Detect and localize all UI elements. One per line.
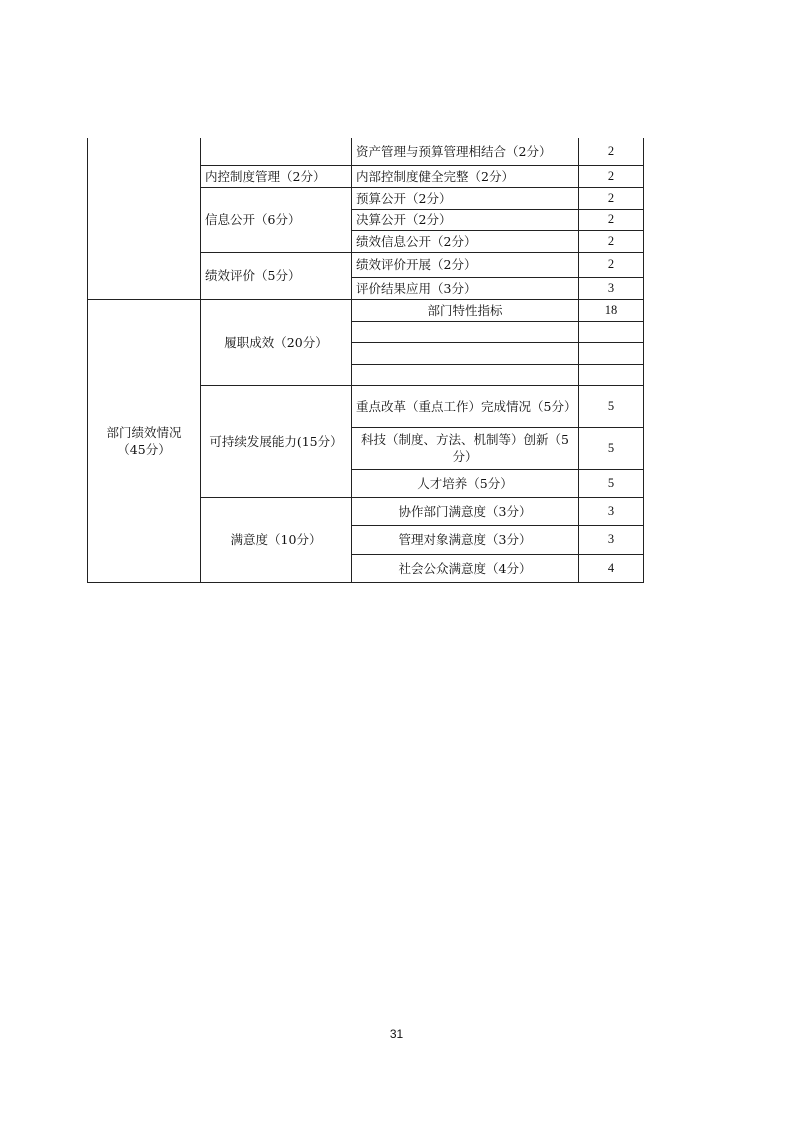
score-cell: 2 <box>579 230 644 252</box>
indicator-cell: 管理对象满意度（3分） <box>352 525 579 554</box>
indicator-cell-empty <box>352 342 579 364</box>
score-cell: 4 <box>579 554 644 582</box>
category-cell-continued <box>88 138 201 299</box>
score-cell: 2 <box>579 187 644 209</box>
indicator-cell: 绩效评价开展（2分） <box>352 252 579 277</box>
indicator-cell: 人才培养（5分） <box>352 469 579 497</box>
subcategory-cell-continued <box>201 138 352 165</box>
subcategory-cell: 满意度（10分） <box>201 497 352 582</box>
page-number: 31 <box>389 1027 404 1041</box>
indicator-cell: 部门特性指标 <box>352 299 579 321</box>
score-cell: 18 <box>579 299 644 321</box>
score-cell-empty <box>579 342 644 364</box>
indicator-cell: 协作部门满意度（3分） <box>352 497 579 525</box>
table-row <box>88 138 644 165</box>
evaluation-table <box>87 138 644 583</box>
table-row <box>88 299 644 321</box>
indicator-cell: 重点改革（重点工作）完成情况（5分） <box>352 385 579 427</box>
score-cell: 2 <box>579 165 644 187</box>
score-cell: 3 <box>579 497 644 525</box>
indicator-cell: 绩效信息公开（2分） <box>352 230 579 252</box>
indicator-cell: 内部控制度健全完整（2分） <box>352 165 579 187</box>
indicator-cell: 决算公开（2分） <box>352 209 579 230</box>
indicator-cell: 资产管理与预算管理相结合（2分） <box>352 138 579 165</box>
indicator-cell: 预算公开（2分） <box>352 187 579 209</box>
score-cell-empty <box>579 321 644 342</box>
indicator-cell-empty <box>352 321 579 342</box>
subcategory-cell: 可持续发展能力(15分） <box>201 385 352 497</box>
subcategory-cell: 履职成效（20分） <box>201 299 352 385</box>
indicator-cell: 社会公众满意度（4分） <box>352 554 579 582</box>
score-cell: 5 <box>579 385 644 427</box>
score-cell: 3 <box>579 525 644 554</box>
score-cell-empty <box>579 364 644 385</box>
score-cell: 2 <box>579 138 644 165</box>
indicator-cell: 科技（制度、方法、机制等）创新（5分） <box>352 427 579 469</box>
score-cell: 2 <box>579 252 644 277</box>
score-cell: 5 <box>579 427 644 469</box>
subcategory-cell: 绩效评价（5分） <box>201 252 352 299</box>
score-cell: 2 <box>579 209 644 230</box>
category-label-line2: （45分） <box>117 441 171 457</box>
subcategory-cell: 内控制度管理（2分） <box>201 165 352 187</box>
score-cell: 5 <box>579 469 644 497</box>
score-cell: 3 <box>579 277 644 299</box>
category-label-line1: 部门绩效情况 <box>106 424 182 440</box>
indicator-cell: 评价结果应用（3分） <box>352 277 579 299</box>
category-cell <box>88 299 201 582</box>
indicator-cell-empty <box>352 364 579 385</box>
subcategory-cell: 信息公开（6分） <box>201 187 352 252</box>
